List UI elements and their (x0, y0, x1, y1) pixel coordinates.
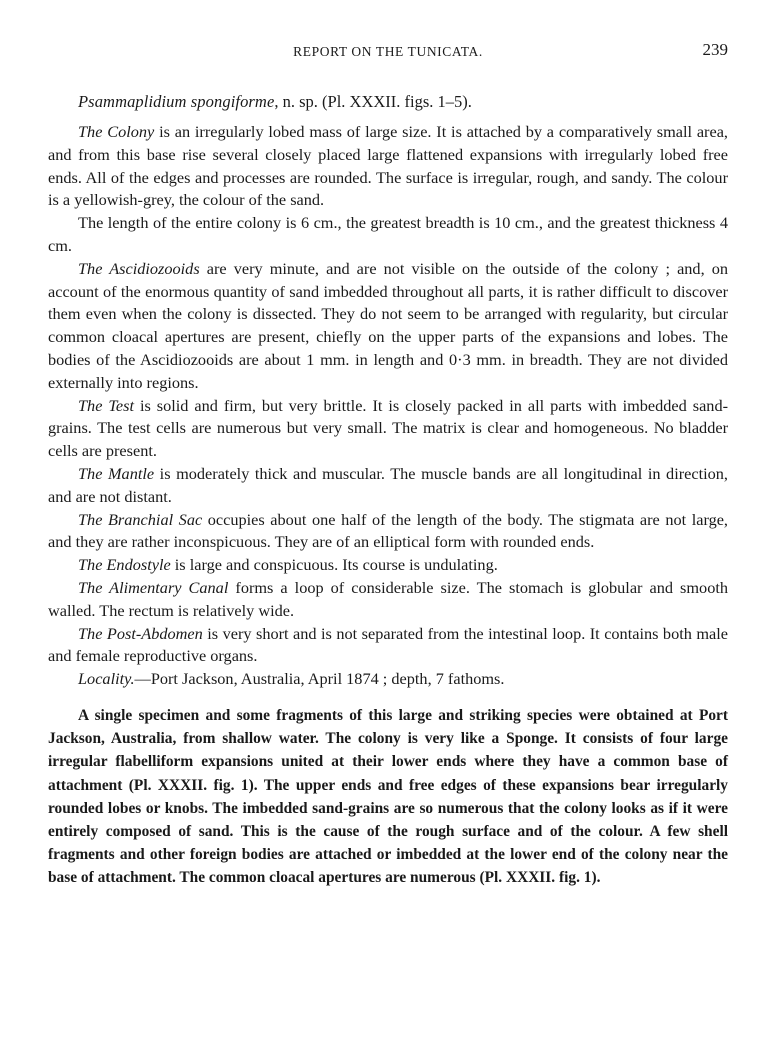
paragraph-colony (48, 121, 728, 212)
paragraph-lead: The Ascidiozooids (78, 258, 200, 278)
paragraph-text: is large and conspicuous. Its course is undulating. (170, 555, 498, 575)
paragraph-lead: The Post-Abdomen (78, 623, 203, 643)
paragraph-branchial-sac (48, 509, 728, 555)
paragraph-ascidiozooids (48, 258, 728, 395)
paragraph-text: are very minute, and are not visible on the outside of the colony ; and, on account of the enormous quantity of sand imbedded throughout all parts, it is rather difficult to discover them even when the colony is dissected. They do not seem to be arranged with regularity, but circular common cloacal apertures are present, chiefly on the upper parts of the expansions and lobes. The bodies of the Ascidiozooids are about 1 mm. in length and 0·3 mm. in breadth. They are not divided externally into regions. (48, 258, 729, 392)
paragraph-lead: The Test (78, 395, 135, 415)
paragraph-text: is an irregularly lobed mass of large size. It is attached by a comparatively small area, and from this base rise several closely placed large flattened expansions with irregularly lobed free ends. All of the edges and processes are rounded. The surface is irregular, rough, and sandy. The colour is a yellowish-grey, the colour of the sand. (48, 122, 728, 210)
paragraph-dimensions (48, 212, 728, 258)
paragraph-text: forms a loop of considerable size. The stomach is globular and smooth walled. The rectum is relatively wide. (48, 577, 728, 620)
section-gap (48, 691, 728, 704)
paragraph-alimentary-canal (48, 577, 728, 623)
species-heading (78, 91, 728, 113)
paragraph-lead: The Colony (78, 122, 155, 141)
running-head-title: REPORT ON THE TUNICATA. (293, 44, 483, 59)
paragraph-endostyle (48, 554, 728, 577)
paragraph-text: is solid and firm, but very brittle. It is closely packed in all parts with imbedded sand-grains. The test cells are numerous but very small. The matrix is clear and homogeneous. No bladder cells are present. (48, 395, 729, 461)
paragraph-closing: A single specimen and some fragments of this large and striking species were obtained at Port Jackson, Australia, from shallow water. The colony is very like a Sponge. It consists of four large irregular flabelliform expansions united at their lower ends where they have a common base of attachment (Pl. XXXII. fig. 1). The upper ends and free edges of these expansions bear irregularly rounded lobes or knobs. The imbedded sand-grains are so numerous that the colony looks as if it were entirely composed of sand. This is the cause of the rough surface and of the colour. A few shell fragments and other foreign bodies are attached or imbedded at the lower end of the colony near the base of attachment. The common cloacal apertures are numerous (Pl. XXXII. fig. 1). (48, 706, 728, 887)
paragraph-text: is moderately thick and muscular. The muscle bands are all longitudinal in direction, and are not distant. (48, 463, 728, 506)
species-heading-rest: , n. sp. (Pl. XXXII. figs. 1–5). (274, 92, 472, 111)
paragraph-mantle (48, 463, 728, 509)
paragraph-text: —Port Jackson, Australia, April 1874 ; depth, 7 fathoms. (134, 669, 505, 689)
paragraph-text: The length of the entire colony is 6 cm., the greatest breadth is 10 cm., and the greatest thickness 4 cm. (48, 213, 728, 255)
species-name: Psammaplidium spongiforme (78, 92, 275, 111)
paragraph-lead: The Mantle (78, 463, 155, 483)
paragraph-lead: Locality. (78, 669, 135, 689)
paragraph-text: occupies about one half of the length of the body. The stigmata are not large, and they are rather inconspicuous. They are of an elliptical form with rounded ends. (48, 509, 729, 552)
paragraph-lead: The Endostyle (78, 555, 171, 575)
paragraph-lead: The Alimentary Canal (78, 577, 229, 597)
running-head (48, 38, 728, 62)
page-number: 239 (702, 40, 728, 59)
paragraph-lead: The Branchial Sac (78, 509, 203, 529)
paragraph-locality (48, 668, 728, 691)
paragraph-text: is very short and is not separated from the intestinal loop. It contains both male and female reproductive organs. (48, 623, 728, 666)
page (48, 38, 728, 890)
paragraph-test (48, 395, 728, 463)
paragraph-post-abdomen (48, 623, 728, 669)
